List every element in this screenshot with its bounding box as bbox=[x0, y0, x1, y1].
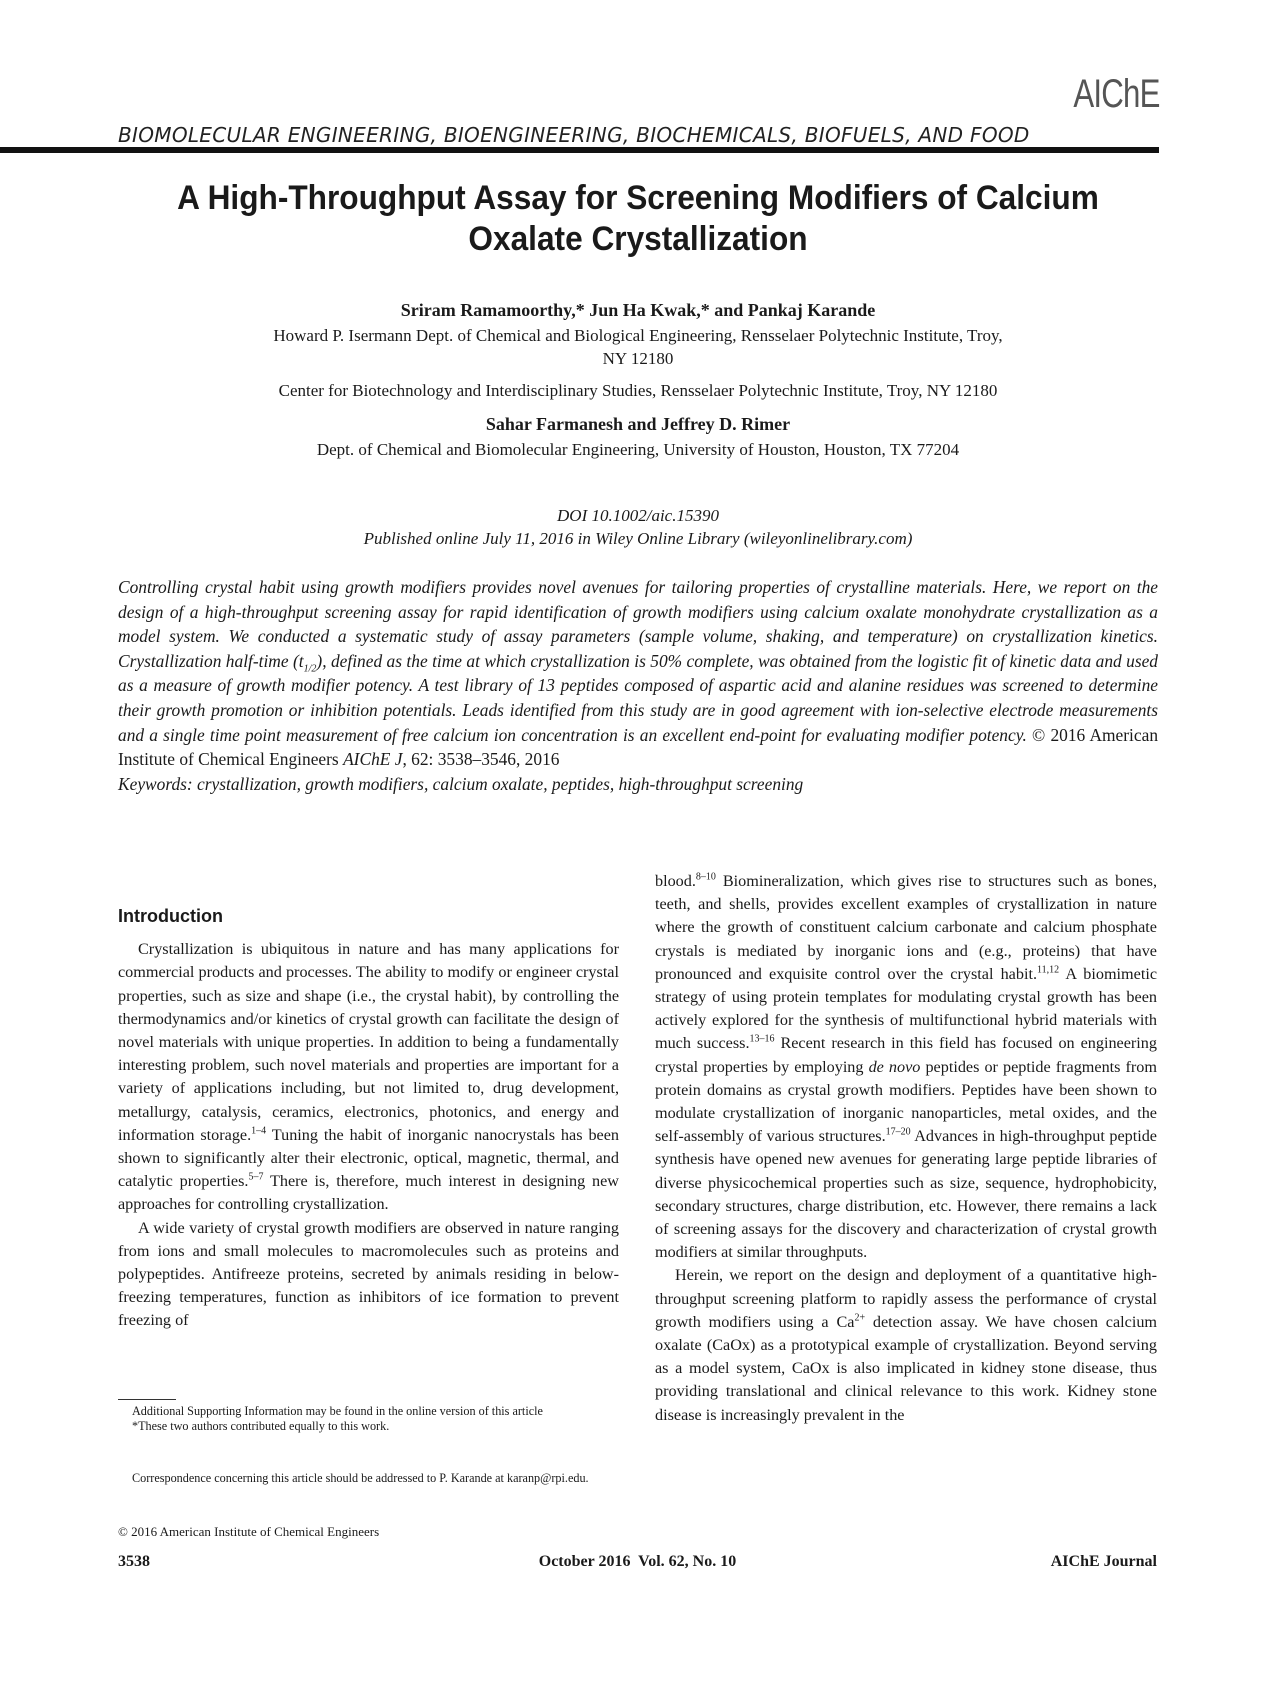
intro-paragraph-4 bbox=[655, 1264, 1157, 1426]
r1-text-d: Recent research in this field has focused on engineering crystal properties by employing bbox=[655, 1034, 1157, 1076]
introduction-heading: Introduction bbox=[118, 906, 223, 926]
intro-paragraph-1 bbox=[118, 938, 619, 1216]
abstract-text-b: ), defined as the time at which crystallization is 50% complete, was obtained from the logistic fit of kinetic data and used as a measure of growth modifier potency. A test library of 13 peptides composed of aspartic acid and alanine residues was screened to determine their growth promotion or inhibition potentials. Leads identified from this study are in good agreement with ion-selective electrode measurements and a single time point measurement of free calcium ion concentration is an excellent end-point for evaluating modifier potency. bbox=[118, 650, 1158, 745]
ref-11-12[interactable]: 11,12 bbox=[1037, 964, 1060, 976]
p1-text-a: Crystallization is ubiquitous in nature and has many applications for commercial products and processes. The ability to modify or engineer crystal properties, such as size and shape (i.e., the crystal habit), by controlling the thermodynamics and/or kinetics of crystal growth can facilitate the design of novel materials with unique properties. In addition to being a fundamentally interesting problem, such novel materials and properties are important for a variety of applications including, but not limited to, drug development, metallurgy, catalysis, ceramics, electronics, photonics, and energy and information storage. bbox=[118, 940, 619, 1144]
r1-text-b: Biomineralization, which gives rise to structures such as bones, teeth, and shells, provides excellent examples of crystallization in nature where the growth of constituent calcium carbonate and calcium phosphate crystals is mediated by inorganic ions and (e.g., proteins) that have pronounced and exquisite control over the crystal habit. bbox=[655, 872, 1157, 983]
r1-text-a: blood. bbox=[655, 872, 696, 890]
de-novo: de novo bbox=[868, 1057, 921, 1076]
footnote-copyright bbox=[118, 1524, 619, 1539]
title-line-1: A High-Throughput Assay for Screening Modifiers of Calcium bbox=[177, 179, 1099, 217]
journal-logo: AIChE bbox=[1073, 72, 1160, 116]
footnote-rule bbox=[118, 1399, 176, 1400]
footnotes-block-1 bbox=[118, 1404, 619, 1434]
ref-1-4[interactable]: 1–4 bbox=[251, 1125, 267, 1137]
doi[interactable]: DOI 10.1002/aic.15390 bbox=[557, 506, 719, 525]
intro-paragraph-2: A wide variety of crystal growth modifiers are observed in nature ranging from ions and small molecules to macromolecules such as proteins and polypeptides. Antifreeze proteins, secreted by animals residing in below-freezing temperatures, function as inhibitors of ice formation to prevent freezing of bbox=[118, 1218, 619, 1330]
page-number: 3538 bbox=[118, 1553, 150, 1570]
r2-text-a: Herein, we report on the design and deployment of a quantitative high-throughput screening platform to rapidly assess the performance of crystal growth modifiers using a Ca bbox=[655, 1266, 1157, 1331]
r1-text-f: Advances in high-throughput peptide synthesis have opened new avenues for generating large peptide libraries of diverse physicochemical properties such as size, sequence, hydrophobicity, secondary structures, charge distribution, etc. However, there remains a lack of screening assays for the discovery and characterization of crystal growth modifiers at similar throughputs. bbox=[655, 1127, 1157, 1262]
footnote-correspondence-text: Correspondence concerning this article should be addressed to P. Karande at karanp@rpi.edu. bbox=[132, 1471, 589, 1485]
left-column bbox=[118, 905, 619, 1333]
footnote-correspondence bbox=[118, 1471, 619, 1486]
section-banner: BIOMOLECULAR ENGINEERING, BIOENGINEERING, BIOCHEMICALS, BIOFUELS, AND FOOD bbox=[118, 123, 1030, 147]
journal-name: AIChE Journal bbox=[1050, 1553, 1157, 1570]
footnote-copyright-text: © 2016 American Institute of Chemical Engineers bbox=[118, 1524, 380, 1539]
article-title bbox=[138, 178, 1139, 260]
abstract-t-subscript: 1/2 bbox=[303, 663, 317, 675]
ref-5-7[interactable]: 5–7 bbox=[248, 1171, 264, 1183]
ref-8-10[interactable]: 8–10 bbox=[695, 871, 716, 883]
footnote-equal-contribution: *These two authors contributed equally to this work. bbox=[132, 1419, 390, 1433]
ref-17-20[interactable]: 17–20 bbox=[885, 1126, 911, 1138]
p1-text-b: Tuning the habit of inorganic nanocrystals has been shown to significantly alter their electronic, optical, magnetic, thermal, and catalytic properties. bbox=[118, 1125, 619, 1191]
affiliation-1-line-1: Howard P. Isermann Dept. of Chemical and Biological Engineering, Rensselaer Polytechnic Institute, Troy, bbox=[273, 326, 1003, 345]
author-group-1: Sriram Ramamoorthy,* Jun Ha Kwak,* and Pankaj Karande bbox=[400, 300, 876, 320]
abstract-journal-abbr: AIChE J bbox=[343, 749, 403, 770]
affiliation-3: Dept. of Chemical and Biomolecular Engineering, University of Houston, Houston, TX 77204 bbox=[316, 440, 960, 459]
intro-paragraph-3 bbox=[655, 870, 1157, 1264]
issue-info: October 2016 Vol. 62, No. 10 bbox=[538, 1553, 737, 1570]
abstract-copyright: © 2016 American Institute of Chemical Engineers bbox=[118, 724, 1159, 770]
abstract-text-a: Controlling crystal habit using growth modifiers provides novel avenues for tailoring properties of crystalline materials. Here, we report on the design of a high-throughput screening assay for rapid identification of growth modifiers using calcium oxalate monohydrate crystallization as a model system. We conducted a systematic study of assay parameters (sample volume, shaking, and temperature) on crystallization kinetics. Crystallization half-time (t bbox=[118, 577, 1158, 671]
abstract-citation: , 62: 3538–3546, 2016 bbox=[402, 749, 560, 770]
r1-text-c: A biomimetic strategy of using protein templates for modulating crystal growth has been actively explored for the synthesis of multifunctional hybrid materials with much success. bbox=[655, 964, 1158, 1053]
r2-text-b: detection assay. We have chosen calcium oxalate (CaOx) as a prototypical example of crystallization. Beyond serving as a model system, CaOx is also implicated in kidney stone disease, thus providing translational and clinical relevance to this work. Kidney stone disease is increasingly prevalent in the bbox=[655, 1312, 1157, 1424]
p1-text-c: There is, therefore, much interest in designing new approaches for controlling crystallization. bbox=[118, 1172, 619, 1214]
affiliation-1-line-2: NY 12180 bbox=[602, 349, 674, 368]
header-rule bbox=[0, 147, 1159, 153]
ref-13-16[interactable]: 13–16 bbox=[749, 1034, 775, 1046]
keywords: Keywords: crystallization, growth modifiers, calcium oxalate, peptides, high-throughput screening bbox=[118, 773, 804, 794]
author-group-2: Sahar Farmanesh and Jeffrey D. Rimer bbox=[485, 414, 791, 434]
title-line-2: Oxalate Crystallization bbox=[468, 220, 808, 258]
right-column bbox=[655, 870, 1157, 1427]
published-online: Published online July 11, 2016 in Wiley Online Library (wileyonlinelibrary.com) bbox=[363, 529, 913, 548]
affiliation-2: Center for Biotechnology and Interdisciplinary Studies, Rensselaer Polytechnic Institute, Troy, NY 12180 bbox=[278, 381, 998, 400]
affiliation-1 bbox=[100, 324, 1176, 370]
abstract bbox=[118, 575, 1158, 796]
ca-charge: 2+ bbox=[854, 1312, 866, 1324]
page-footer bbox=[118, 1553, 1157, 1577]
footnote-supporting-info: Additional Supporting Information may be found in the online version of this article bbox=[132, 1404, 543, 1418]
r1-text-e: peptides or peptide fragments from protein domains as crystal growth modifiers. Peptides have been shown to modulate crystallization of inorganic nanoparticles, metal oxides, and the self-assembly of various structures. bbox=[655, 1057, 1157, 1146]
